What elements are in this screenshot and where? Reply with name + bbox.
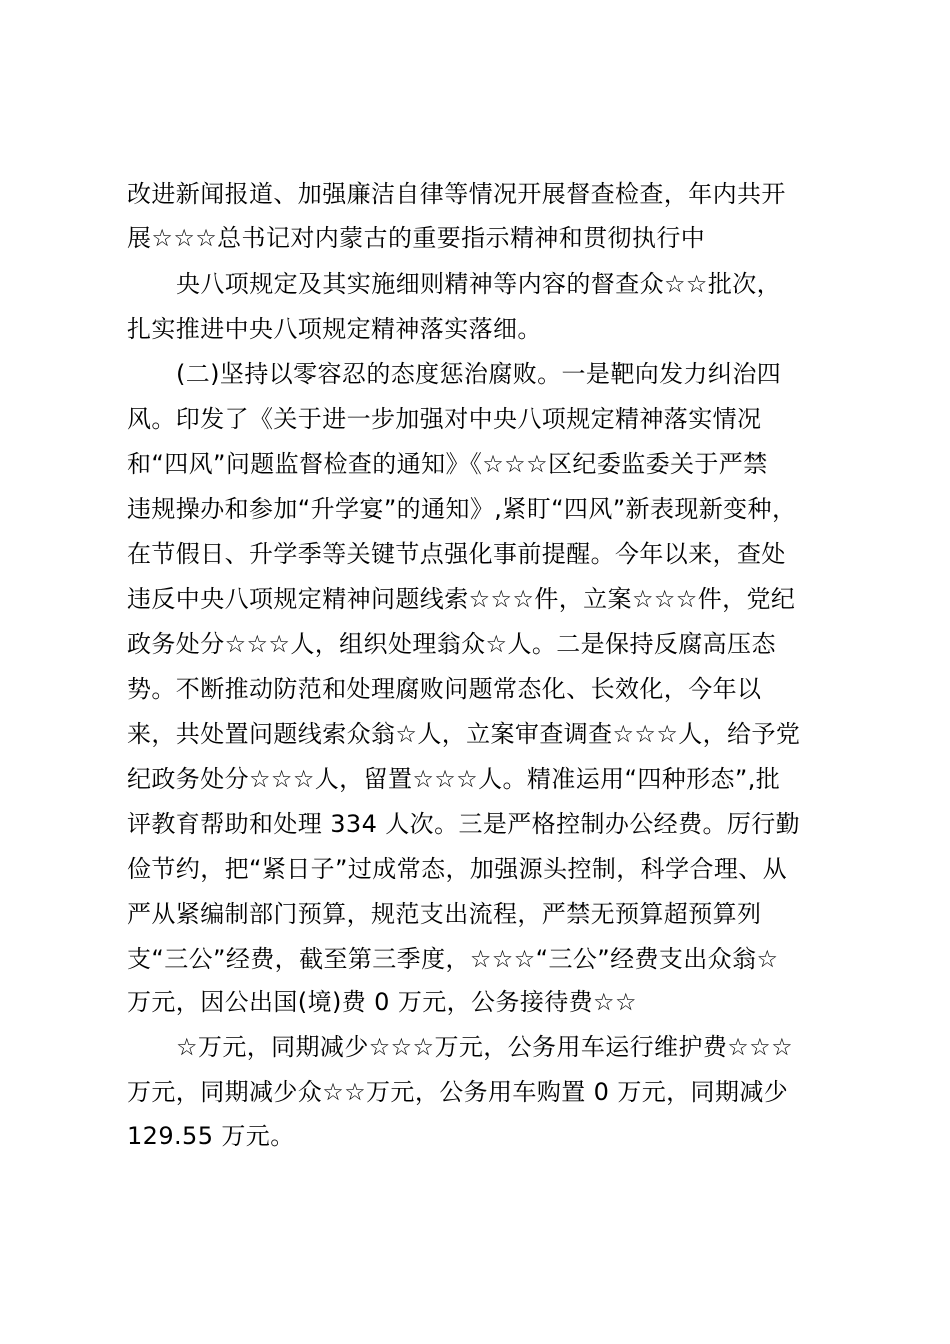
body-text-line: 势。不断推动防范和处理腐败问题常态化、长效化，今年以 xyxy=(127,675,762,703)
body-text-line: 改进新闻报道、加强廉洁自律等情况开展督查检查，年内共开 xyxy=(127,180,786,208)
body-text-line: 严从紧编制部门预算，规范支出流程，严禁无预算超预算列 xyxy=(127,900,762,928)
body-text-line: 129.55 万元。 xyxy=(127,1122,295,1150)
body-text-line: 和“四风”问题监督检查的通知》《☆☆☆区纪委监委关于严禁 xyxy=(127,450,768,478)
body-text-line: 支“三公”经费，截至第三季度，☆☆☆“三公”经费支出众翁☆ xyxy=(127,945,779,973)
body-text-line: 展☆☆☆总书记对内蒙古的重要指示精神和贯彻执行中 xyxy=(127,224,706,252)
body-text-line: 万元，同期减少众☆☆万元，公务用车购置 0 万元，同期减少 xyxy=(127,1078,789,1106)
body-text-line: 违反中央八项规定精神问题线索☆☆☆件，立案☆☆☆件，党纪 xyxy=(127,585,796,613)
body-text-line: 俭节约，把“紧日子”过成常态，加强源头控制，科学合理、从 xyxy=(127,855,788,883)
body-text-line: 在节假日、升学季等关键节点强化事前提醒。今年以来，查处 xyxy=(127,540,786,568)
body-text-line: 扎实推进中央八项规定精神落实落细。 xyxy=(127,315,542,343)
body-text-line: 政务处分☆☆☆人，组织处理翁众☆人。二是保持反腐高压态 xyxy=(127,630,776,658)
body-text-line: 风。印发了《关于进一步加强对中央八项规定精神落实情况 xyxy=(127,405,762,433)
body-text-line: 纪政务处分☆☆☆人，留置☆☆☆人。精准运用“四种形态”,批 xyxy=(127,765,781,793)
body-text-line: ☆万元，同期减少☆☆☆万元，公务用车运行维护费☆☆☆ xyxy=(176,1033,794,1061)
body-text-line: 央八项规定及其实施细则精神等内容的督查众☆☆批次， xyxy=(176,270,782,298)
body-text-line: 评教育帮助和处理 334 人次。三是严格控制办公经费。厉行勤 xyxy=(127,810,801,838)
paragraph-heading-line: (二)坚持以零容忍的态度惩治腐败。一是靶向发力纠治四 xyxy=(176,360,782,388)
body-text-line: 来，共处置问题线索众翁☆人，立案审查调查☆☆☆人，给予党 xyxy=(127,720,801,748)
body-text-line: 违规操办和参加“升学宴”的通知》,紧盯“四风”新表现新变种， xyxy=(127,495,797,523)
body-text-line: 万元，因公出国(境)费 0 万元，公务接待费☆☆ xyxy=(127,988,637,1016)
